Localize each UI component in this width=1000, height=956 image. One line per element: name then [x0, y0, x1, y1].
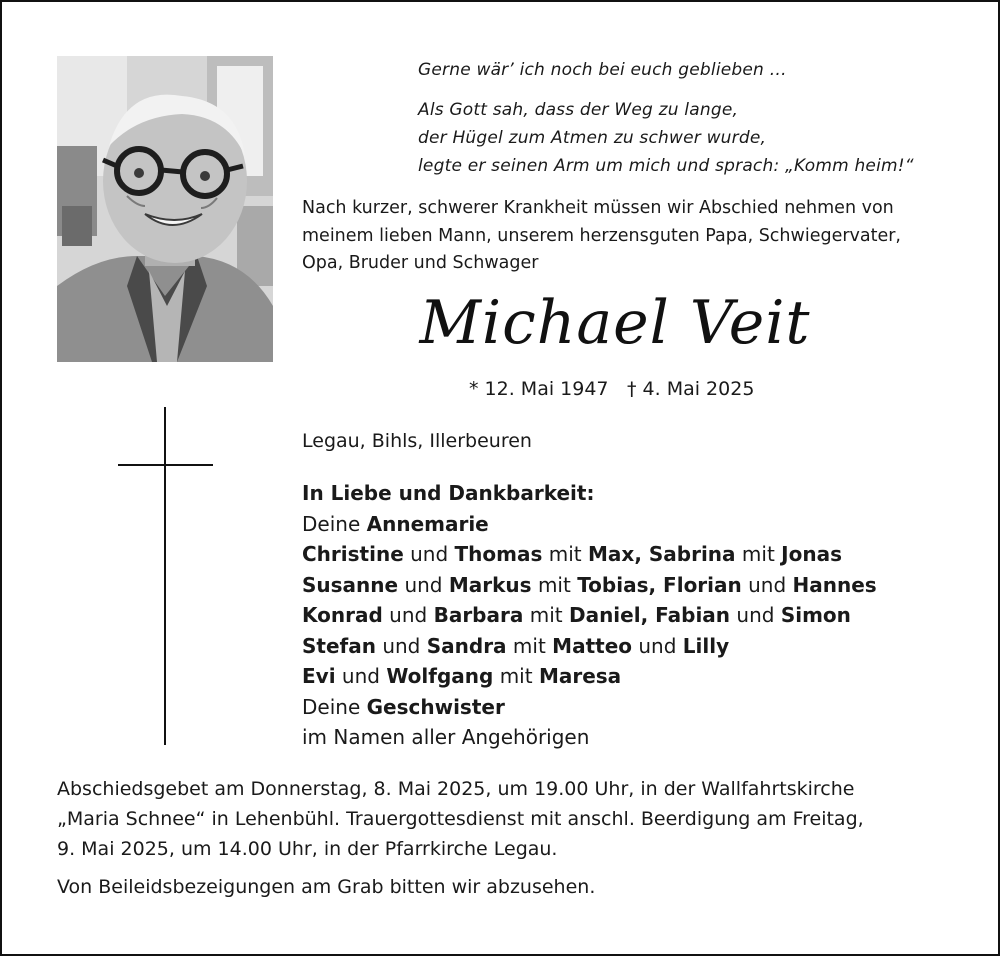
portrait-photo — [57, 56, 273, 362]
family-row-evi: Evi und Wolfgang mit Maresa — [302, 664, 622, 688]
intro-line-1: Nach kurzer, schwerer Krankheit müssen wir Abschied nehmen von — [302, 198, 894, 218]
death-date: † 4. Mai 2025 — [627, 378, 755, 400]
family-heading: In Liebe und Dankbarkeit: — [302, 481, 595, 505]
poem-line-4: legte er seinen Arm um mich und sprach: „Komm heim!“ — [418, 156, 914, 176]
family-list — [302, 478, 877, 753]
family-closing: im Namen aller Angehörigen — [302, 725, 590, 749]
deceased-name: Michael Veit — [419, 288, 811, 358]
service-info — [57, 774, 864, 864]
birth-date: * 12. Mai 1947 — [469, 378, 609, 400]
family-row-spouse: Deine Annemarie — [302, 511, 489, 536]
intro-line-2: meinem lieben Mann, unserem herzensguten Papa, Schwiegervater, — [302, 226, 901, 246]
cross-icon — [164, 407, 166, 745]
family-row-christine: Christine und Thomas mit Max, Sabrina mit Jonas — [302, 542, 842, 566]
poem-line-3: der Hügel zum Atmen zu schwer wurde, — [418, 128, 767, 148]
cross-bar — [118, 464, 213, 466]
poem-line-1: Gerne wär’ ich noch bei euch geblieben … — [418, 60, 787, 80]
family-row-siblings: Deine Geschwister — [302, 694, 505, 719]
condolence-note: Von Beileidsbezeigungen am Grab bitten wir abzusehen. — [57, 876, 596, 898]
places: Legau, Bihls, Illerbeuren — [302, 430, 532, 452]
family-row-susanne: Susanne und Markus mit Tobias, Florian und Hannes — [302, 572, 877, 597]
intro-line-3: Opa, Bruder und Schwager — [302, 253, 539, 273]
service-line-1: Abschiedsgebet am Donnerstag, 8. Mai 2025, um 19.00 Uhr, in der Wallfahrtskirche — [57, 778, 855, 800]
service-line-3: 9. Mai 2025, um 14.00 Uhr, in der Pfarrkirche Legau. — [57, 838, 558, 860]
family-row-stefan: Stefan und Sandra mit Matteo und Lilly — [302, 633, 730, 658]
poem-line-2: Als Gott sah, dass der Weg zu lange, — [418, 100, 739, 120]
family-row-konrad: Konrad und Barbara mit Daniel, Fabian und Simon — [302, 603, 851, 627]
service-line-2: „Maria Schnee“ in Lehenbühl. Trauergottesdienst mit anschl. Beerdigung am Freitag, — [57, 808, 864, 830]
